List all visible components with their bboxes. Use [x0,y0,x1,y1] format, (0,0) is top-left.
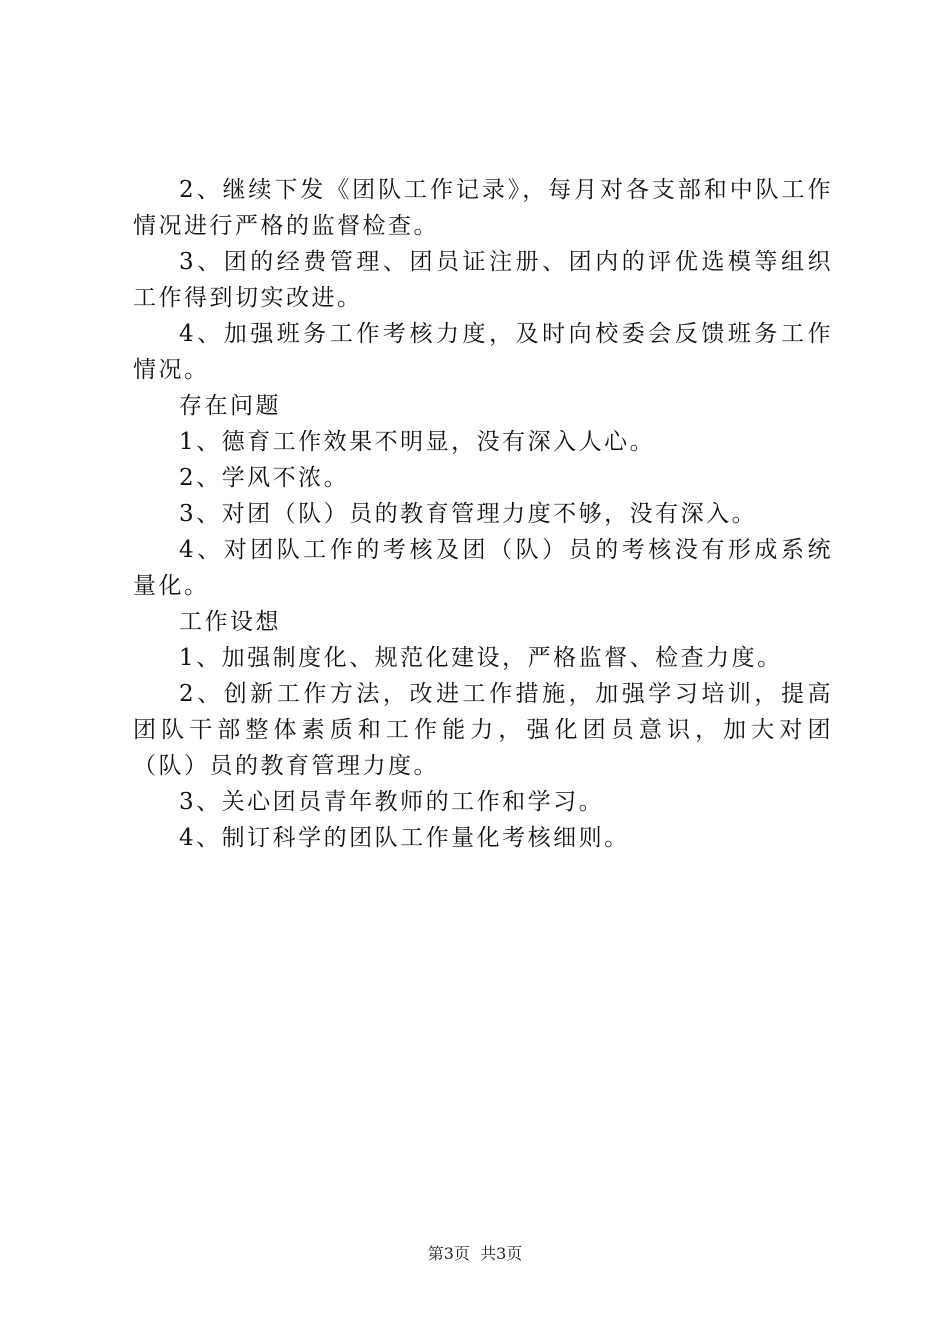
paragraph: 3、对团（队）员的教育管理力度不够，没有深入。 [179,501,758,527]
section-heading: 工作设想 [179,609,281,635]
paragraph: 2、创新工作方法，改进工作措施，加强学习培训，提高团队干部整体素质和工作能力，强化团员意识，加大对团（队）员的教育管理力度。 [133,681,833,779]
paragraph: 4、对团队工作的考核及团（队）员的考核没有形成系统量化。 [133,537,833,599]
page-number: 第3页 [427,1244,470,1263]
footer-gap [470,1244,480,1263]
page-footer [0,1243,950,1265]
section-heading: 存在问题 [179,393,281,419]
paragraph: 3、关心团员青年教师的工作和学习。 [179,789,605,815]
paragraph: 2、学风不浓。 [179,465,350,491]
document-body [133,172,833,856]
paragraph: 1、德育工作效果不明显，没有深入人心。 [179,429,656,455]
paragraph: 4、制订科学的团队工作量化考核细则。 [179,825,630,851]
paragraph: 1、加强制度化、规范化建设，严格监督、检查力度。 [179,645,783,671]
paragraph: 4、加强班务工作考核力度，及时向校委会反馈班务工作情况。 [133,321,833,383]
paragraph: 2、继续下发《团队工作记录》，每月对各支部和中队工作情况进行严格的监督检查。 [133,177,833,239]
paragraph: 3、团的经费管理、团员证注册、团内的评优选模等组织工作得到切实改进。 [133,249,833,311]
page-total: 共3页 [480,1244,523,1263]
